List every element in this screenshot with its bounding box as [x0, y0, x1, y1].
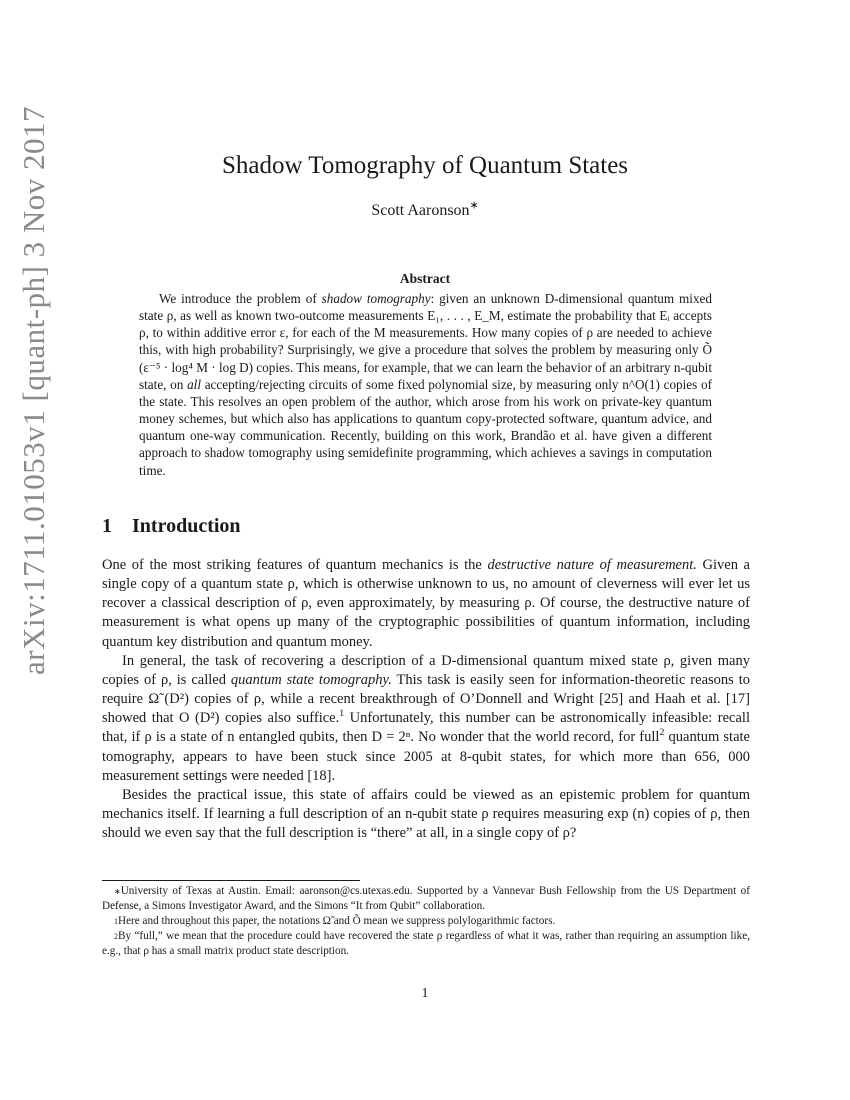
- footnote-author-mark: ∗: [114, 887, 121, 896]
- abstract-part-2: : given an unknown D-dimensional quantum mixed state ρ, as well as known two-outcome measurements E₁, . . . , E_M, estimate the probability that Eᵢ accepts ρ, to within additive error ε, for each of the M measurements. How many copies of ρ are needed to achieve this, with high probability? Surprisingly, we give a procedure that solves the problem by measuring only Õ (ε⁻⁵ · log⁴ M · log D) copies. This means, for example, that we can learn the behavior of an arbitrary n-qubit state, on: [139, 291, 712, 392]
- page-number: 1: [421, 986, 429, 1001]
- paragraph-2-emphasis: quantum state tomography.: [230, 671, 392, 688]
- footnote-divider: [102, 880, 360, 881]
- footnote-ref-2[interactable]: 2: [659, 727, 665, 739]
- footnote-1: [102, 914, 750, 929]
- footnotes: [102, 884, 750, 959]
- abstract-part-3: accepting/rejecting circuits of some fixed polynomial size, by measuring only n^O(1) copies of the state. This resolves an open problem of the author, which arose from his work on private-key quantum money schemes, but which also has applications to quantum copy-protected software, quantum advice, and quantum one-way communication. Recently, building on this work, Brandão et al. have given a different approach to shadow tomography using semidefinite programming, which achieves a savings in computation time.: [139, 376, 712, 478]
- arxiv-identifier: arXiv:1711.01053v1 [quant-ph] 3 Nov 2017: [16, 105, 51, 675]
- paragraph-1-part-a: One of the most striking features of quantum mechanics is the: [102, 557, 488, 573]
- abstract-part-1: We introduce the problem of: [159, 291, 322, 306]
- paragraph-2-part-c: Unfortunately, this number can be astronomically infeasible: recall that, if ρ is a state of n entangled qubits, then D = 2ⁿ. No wonder that the world record, for full: [102, 710, 750, 746]
- footnote-1-text: Here and throughout this paper, the notations Ω̃ and Õ mean we suppress polylogarithmic factors.: [118, 915, 556, 927]
- footnote-2-text: By “full,” we mean that the procedure could have recovered the state ρ regardless of what it was, rather than requiring an assumption like, e.g., that ρ has a small matrix product state description.: [102, 930, 750, 957]
- paper-title: Shadow Tomography of Quantum States: [221, 152, 629, 179]
- abstract-emphasis-all: all: [187, 376, 201, 392]
- paragraph-2-part-d: quantum state tomography, appears to have been stuck since 2005 at 8-qubit states, for which more than 656, 000 measurement settings were needed [18].: [102, 729, 750, 784]
- paragraph-3: Besides the practical issue, this state of affairs could be viewed as an epistemic problem for quantum mechanics itself. If learning a full description of an n-qubit state ρ requires measuring exp (n) copies of ρ, then should we even say that the full description is “there” at all, in a single copy of ρ?: [102, 786, 750, 842]
- body-text: [102, 556, 750, 843]
- footnote-1-mark: 1: [114, 917, 118, 926]
- paragraph-1: [102, 556, 750, 652]
- footnote-author-text: University of Texas at Austin. Email: aaronson@cs.utexas.edu. Supported by a Vannevar Bush Fellowship from the US Department of Defense, a Simons Investigator Award, and the Simons “It from Qubit” collaboration.: [102, 885, 750, 912]
- abstract-heading: Abstract: [399, 271, 451, 286]
- paragraph-1-part-b: Given a single copy of a quantum state ρ, which is otherwise unknown to us, no amount of cleverness will ever let us recover a classical description of ρ, even approximately, by measuring ρ. Of course, the destructive nature of measurement is what opens up many of the cryptographic possibilities of quantum information, including quantum key distribution and quantum money.: [102, 557, 750, 650]
- abstract-emphasis-shadow-tomography: shadow tomography: [321, 291, 431, 306]
- paragraph-1-emphasis: destructive nature of measurement.: [487, 557, 697, 573]
- abstract-text: [139, 290, 712, 479]
- paragraph-2-part-b: This task is easily seen for information-theoretic reasons to require Ω̃ (D²) copies of ρ, while a recent breakthrough of O’Donnell and Wright [25] and Haah et al. [17] showed that O (D²) copies also suffice.: [102, 671, 750, 727]
- author-line: [0, 199, 850, 220]
- section-title: Introduction: [132, 515, 241, 537]
- section-heading: [102, 515, 502, 538]
- footnote-ref-1[interactable]: 1: [339, 708, 345, 720]
- footnote-2-mark: 2: [114, 932, 118, 941]
- section-number: 1: [102, 515, 112, 537]
- author-footnote-mark: ∗: [469, 199, 479, 212]
- footnote-author: [102, 884, 750, 914]
- footnote-2: [102, 929, 750, 959]
- paragraph-2: [102, 652, 750, 786]
- author-name: Scott Aaronson: [371, 202, 470, 219]
- paragraph-2-part-a: In general, the task of recovering a description of a D-dimensional quantum mixed state ρ, given many copies of ρ, is called: [102, 652, 750, 688]
